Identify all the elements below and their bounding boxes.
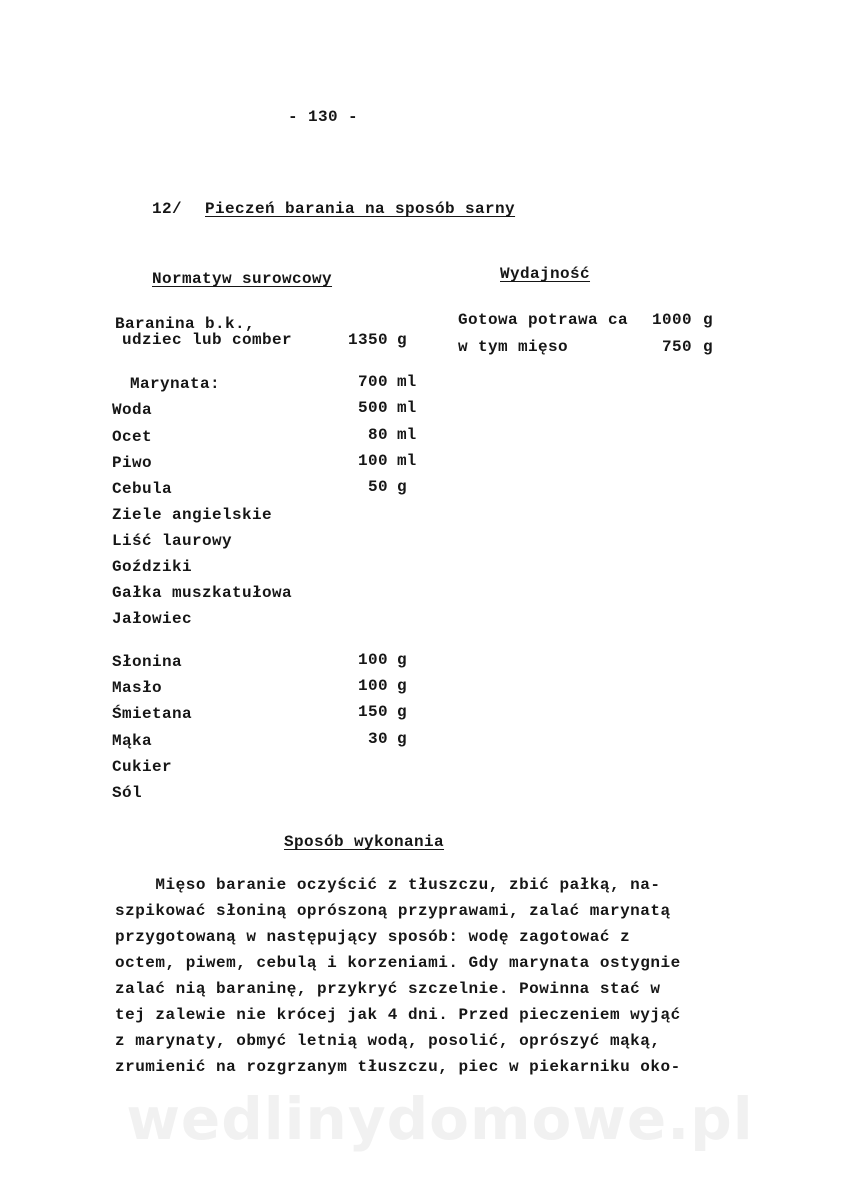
ingredient-name: Woda (112, 401, 153, 419)
page-number: - 130 - (288, 108, 359, 126)
method-line: octem, piwem, cebulą i korzeniami. Gdy marynata ostygnie (115, 954, 681, 972)
ingredient-name: Goździki (112, 558, 193, 576)
watermark: wedlinydomowe.pl (126, 1085, 754, 1153)
yield-heading: Wydajność (500, 265, 591, 283)
ingredient-name: Ocet (112, 428, 153, 446)
ingredient-unit: ml (397, 399, 417, 417)
method-line: zalać nią baraninę, przykryć szczelnie. Powinna stać w (115, 980, 661, 998)
yield-label: w tym mięso (458, 338, 569, 356)
ingredient-name: Piwo (112, 454, 153, 472)
method-line: Mięso baranie oczyścić z tłuszczu, zbić pałką, na- (115, 876, 661, 894)
method-line: zrumienić na rozgrzanym tłuszczu, piec w piekarniku oko- (115, 1058, 681, 1076)
ingredient-unit: g (397, 703, 407, 721)
ingredient-qty: 100 (357, 452, 388, 470)
yield-unit: g (703, 311, 713, 329)
method-line: z marynaty, obmyć letnią wodą, posolić, oprószyć mąką, (115, 1032, 661, 1050)
ingredient-qty: 700 (357, 373, 388, 391)
ingredient-qty: 50 (367, 478, 388, 496)
ingredient-name: Liść laurowy (112, 532, 233, 550)
ingredient-qty: 150 (357, 703, 388, 721)
ingredient-qty: 100 (357, 651, 388, 669)
ingredient-qty: 30 (367, 730, 388, 748)
ingredient-qty: 1350 (347, 331, 388, 349)
yield-label: Gotowa potrawa ca (458, 311, 629, 329)
method-line: szpikować słoniną oprószoną przyprawami, zalać marynatą (115, 902, 671, 920)
method-text (115, 872, 735, 1080)
method-heading: Sposób wykonania (284, 833, 445, 851)
ingredient-name: Cebula (112, 480, 173, 498)
ingredients-heading: Normatyw surowcowy (152, 270, 333, 288)
ingredient-unit: g (397, 677, 407, 695)
method-line: przygotowaną w następujący sposób: wodę zagotować z (115, 928, 631, 946)
ingredient-name: Baranina b.k., (115, 315, 256, 333)
ingredient-qty: 100 (357, 677, 388, 695)
ingredient-name: Marynata: (130, 375, 221, 393)
ingredient-name: Śmietana (112, 705, 193, 723)
recipe-title: Pieczeń barania na sposób sarny (205, 200, 516, 218)
ingredient-unit: g (397, 730, 407, 748)
recipe-number: 12/ (152, 200, 183, 218)
ingredient-unit: ml (397, 373, 417, 391)
ingredient-name: Sól (112, 784, 143, 802)
ingredient-qty: 80 (367, 426, 388, 444)
yield-qty: 750 (661, 338, 692, 356)
yield-qty: 1000 (651, 311, 692, 329)
ingredient-unit: g (397, 331, 407, 349)
ingredient-unit: g (397, 478, 407, 496)
ingredient-name: Cukier (112, 758, 173, 776)
ingredient-unit: ml (397, 452, 417, 470)
ingredient-name-cont: udziec lub comber (122, 331, 293, 349)
ingredient-name: Ziele angielskie (112, 506, 273, 524)
ingredient-name: Jałowiec (112, 610, 193, 628)
ingredient-name: Masło (112, 679, 163, 697)
ingredient-name: Słonina (112, 653, 183, 671)
ingredient-name: Mąka (112, 732, 153, 750)
yield-unit: g (703, 338, 713, 356)
ingredient-unit: ml (397, 426, 417, 444)
ingredient-name: Gałka muszkatułowa (112, 584, 293, 602)
method-line: tej zalewie nie krócej jak 4 dni. Przed pieczeniem wyjąć (115, 1006, 681, 1024)
ingredient-unit: g (397, 651, 407, 669)
ingredient-qty: 500 (357, 399, 388, 417)
